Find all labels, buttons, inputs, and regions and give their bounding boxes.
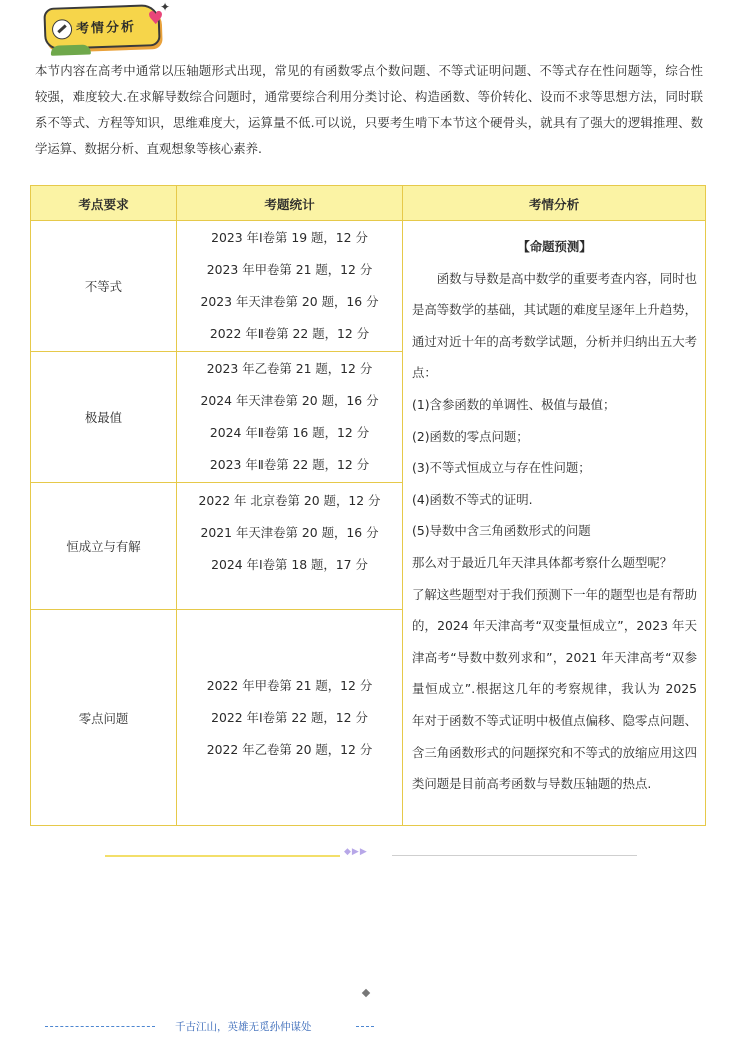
footer-slogan: 千古江山，英雄无觅孙仲谋处: [175, 1021, 312, 1033]
analysis-point: (3)不等式恒成立与存在性问题；: [412, 460, 591, 476]
footer-dash-left: [45, 1026, 155, 1027]
stat-item: 2023 年Ⅰ卷第 19 题，12 分: [211, 230, 368, 245]
stat-item: 2021 年天津卷第 20 题，16 分: [200, 525, 379, 540]
stat-item: 2024 年天津卷第 20 题，16 分: [200, 393, 379, 408]
stat-item: 2023 年Ⅱ卷第 22 题，12 分: [209, 457, 370, 472]
arrow-icons: ◆▶▶: [344, 847, 368, 857]
analysis-heading: 【命题预测】: [517, 239, 592, 254]
divider-left: [105, 855, 340, 857]
table-header-row: [31, 186, 706, 221]
header-analysis: 考情分析: [403, 186, 706, 221]
scan-mark: [362, 989, 370, 997]
topic-cell: 恒成立与有解: [31, 483, 177, 610]
table-row: [31, 221, 706, 352]
analysis-point: (4)函数不等式的证明.: [412, 491, 533, 507]
analysis-point: (2)函数的零点问题；: [412, 428, 529, 444]
stat-item: 2024 年Ⅱ卷第 16 题，12 分: [209, 425, 370, 440]
grass-decoration: [51, 44, 91, 55]
stat-item: 2022 年乙卷第 20 题，12 分: [206, 741, 373, 757]
stats-cell: [177, 221, 403, 352]
stat-item: 2023 年乙卷第 21 题，12 分: [206, 361, 373, 376]
section-badge: [43, 4, 165, 50]
header-topic: 考点要求: [31, 186, 177, 221]
analysis-intro: 函数与导数是高中数学的重要考查内容，同时也是高等数学的基础，其试题的难度呈逐年上升趋势，通过对近十年的高考数学试题，分析并归纳出五大考点：: [412, 270, 697, 381]
stat-item: 2022 年甲卷第 21 题，12 分: [206, 677, 373, 693]
topic-cell: 零点问题: [31, 610, 177, 826]
header-stats: 考题统计: [177, 186, 403, 221]
intro-paragraph: 本节内容在高考中通常以压轴题形式出现，常见的有函数零点个数问题、不等式证明问题、不等式存在性问题等，综合性较强，难度较大.在求解导数综合问题时，通常要综合利用分类讨论、构造函数、等价转化、设而不求等思想方法，同时联系不等式、方程等知识，思维难度大，运算量不低.可以说，只要考生啃下本节这个硬骨头，就具有了强大的逻辑推理、数学运算、数据分析、直观想象等核心素养.: [35, 63, 703, 156]
topic-cell: 不等式: [31, 221, 177, 352]
divider-right: [392, 855, 637, 856]
stat-item: 2023 年甲卷第 21 题，12 分: [206, 262, 373, 277]
stats-cell: [177, 483, 403, 610]
analysis-conclusion: 了解这些题型对于我们预测下一年的题型也是有帮助的，2024 年天津高考“双变量恒成立”，2023 年天津高考“导数中数列求和”，2021 年天津高考“双参量恒成立”.根据这几年的考察规律，我认为 2025 年对于函数不等式证明中极值点偏移、隐零点问题、含三角函数形式的问题探究和不等式的放缩应用这四类问题是目前高考函数与导数压轴题的热点.: [412, 586, 697, 792]
stats-cell: [177, 352, 403, 483]
stat-item: 2022 年Ⅱ卷第 22 题，12 分: [209, 326, 370, 341]
exam-analysis-table: [30, 185, 706, 826]
analysis-point: (5)导数中含三角函数形式的问题: [412, 523, 591, 539]
analysis-question: 那么对于最近几年天津具体都考察什么题型呢？: [412, 554, 673, 570]
stats-cell: [177, 610, 403, 826]
stat-item: 2023 年天津卷第 20 题，16 分: [200, 294, 379, 309]
pen-icon: [52, 19, 73, 40]
topic-cell: 极最值: [31, 352, 177, 483]
analysis-cell: [403, 221, 706, 826]
stat-item: 2022 年Ⅰ卷第 22 题，12 分: [211, 709, 368, 725]
sparkle-icon: ✦: [160, 0, 171, 14]
heart-icon: ♥: [147, 7, 165, 30]
footer-dash-right: [356, 1026, 374, 1027]
stat-item: 2022 年 北京卷第 20 题，12 分: [198, 493, 381, 508]
analysis-point: (1)含参函数的单调性、极值与最值；: [412, 396, 616, 412]
badge-label: 考情分析: [75, 19, 137, 37]
stat-item: 2024 年Ⅰ卷第 18 题，17 分: [211, 557, 368, 572]
